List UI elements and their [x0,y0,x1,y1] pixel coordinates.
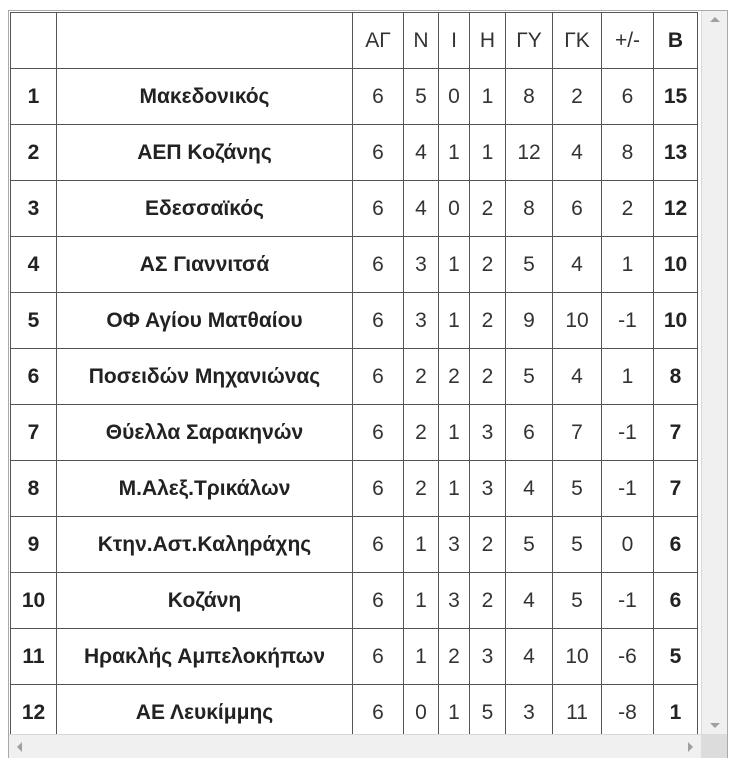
played-cell: 6 [353,349,404,405]
position-cell: 12 [11,685,57,735]
wins-cell: 5 [404,69,439,125]
played-cell: 6 [353,125,404,181]
goals-for-cell: 5 [506,349,553,405]
table-row [11,461,698,517]
goals-for-cell: 8 [506,181,553,237]
played-cell: 6 [353,685,404,735]
team-name-cell: ΑΣ Γιαννιτσά [57,237,353,293]
header-draws: Ι [439,13,470,69]
wins-cell: 0 [404,685,439,735]
draws-cell: 1 [439,461,470,517]
points-cell: 12 [654,181,698,237]
scroll-right-arrow-icon[interactable] [688,742,693,752]
losses-cell: 5 [470,685,506,735]
table-row [11,293,698,349]
points-cell: 15 [654,69,698,125]
goals-against-cell: 10 [553,629,602,685]
points-cell: 6 [654,517,698,573]
draws-cell: 1 [439,125,470,181]
losses-cell: 3 [470,629,506,685]
played-cell: 6 [353,293,404,349]
position-cell: 2 [11,125,57,181]
wins-cell: 1 [404,629,439,685]
played-cell: 6 [353,181,404,237]
wins-cell: 2 [404,405,439,461]
losses-cell: 2 [470,181,506,237]
goal-diff-cell: 1 [602,237,654,293]
header-team [57,13,353,69]
table-row [11,181,698,237]
points-cell: 1 [654,685,698,735]
draws-cell: 1 [439,237,470,293]
losses-cell: 3 [470,405,506,461]
position-cell: 6 [11,349,57,405]
position-cell: 4 [11,237,57,293]
team-name-cell: ΑΕ Λευκίμμης [57,685,353,735]
losses-cell: 2 [470,237,506,293]
draws-cell: 2 [439,349,470,405]
team-name-cell: ΟΦ Αγίου Ματθαίου [57,293,353,349]
header-losses: Η [470,13,506,69]
scrollbar-corner [701,734,727,758]
points-cell: 10 [654,237,698,293]
goals-for-cell: 6 [506,405,553,461]
header-pos [11,13,57,69]
table-row [11,573,698,629]
goals-for-cell: 5 [506,237,553,293]
draws-cell: 3 [439,573,470,629]
wins-cell: 2 [404,349,439,405]
wins-cell: 1 [404,517,439,573]
losses-cell: 3 [470,461,506,517]
goals-against-cell: 4 [553,125,602,181]
goal-diff-cell: -1 [602,573,654,629]
draws-cell: 0 [439,181,470,237]
goals-for-cell: 4 [506,573,553,629]
standings-frame [8,10,728,758]
goals-against-cell: 2 [553,69,602,125]
table-row [11,405,698,461]
position-cell: 1 [11,69,57,125]
team-name-cell: Ποσειδών Μηχανιώνας [57,349,353,405]
draws-cell: 1 [439,293,470,349]
played-cell: 6 [353,405,404,461]
header-goal-diff: +/- [602,13,654,69]
table-row [11,125,698,181]
goal-diff-cell: 6 [602,69,654,125]
team-name-cell: Μακεδονικός [57,69,353,125]
points-cell: 7 [654,461,698,517]
played-cell: 6 [353,69,404,125]
goal-diff-cell: 8 [602,125,654,181]
position-cell: 3 [11,181,57,237]
position-cell: 8 [11,461,57,517]
points-cell: 5 [654,629,698,685]
goals-against-cell: 4 [553,237,602,293]
wins-cell: 3 [404,293,439,349]
table-viewport [9,11,701,734]
wins-cell: 2 [404,461,439,517]
team-name-cell: Θύελλα Σαρακηνών [57,405,353,461]
played-cell: 6 [353,573,404,629]
goals-for-cell: 12 [506,125,553,181]
points-cell: 6 [654,573,698,629]
draws-cell: 1 [439,405,470,461]
draws-cell: 1 [439,685,470,735]
position-cell: 10 [11,573,57,629]
position-cell: 11 [11,629,57,685]
played-cell: 6 [353,237,404,293]
losses-cell: 1 [470,69,506,125]
position-cell: 5 [11,293,57,349]
header-goals-against: ΓΚ [553,13,602,69]
losses-cell: 2 [470,349,506,405]
goals-against-cell: 5 [553,461,602,517]
losses-cell: 2 [470,573,506,629]
table-row [11,349,698,405]
header-goals-for: ΓΥ [506,13,553,69]
goals-against-cell: 10 [553,293,602,349]
goals-for-cell: 4 [506,461,553,517]
goal-diff-cell: 0 [602,517,654,573]
vertical-scrollbar[interactable] [701,11,727,734]
team-name-cell: Ηρακλής Αμπελοκήπων [57,629,353,685]
played-cell: 6 [353,517,404,573]
scroll-up-arrow-icon[interactable] [710,17,720,22]
goal-diff-cell: 2 [602,181,654,237]
position-cell: 9 [11,517,57,573]
scroll-down-arrow-icon[interactable] [710,723,720,728]
wins-cell: 4 [404,125,439,181]
goals-for-cell: 8 [506,69,553,125]
team-name-cell: Εδεσσαϊκός [57,181,353,237]
goals-for-cell: 5 [506,517,553,573]
header-wins: Ν [404,13,439,69]
goals-against-cell: 4 [553,349,602,405]
table-row [11,685,698,735]
points-cell: 8 [654,349,698,405]
goal-diff-cell: -1 [602,293,654,349]
goal-diff-cell: -1 [602,405,654,461]
table-row [11,237,698,293]
table-row [11,629,698,685]
goal-diff-cell: -6 [602,629,654,685]
standings-table [10,12,698,734]
table-row [11,69,698,125]
goals-for-cell: 9 [506,293,553,349]
draws-cell: 3 [439,517,470,573]
losses-cell: 2 [470,517,506,573]
draws-cell: 2 [439,629,470,685]
header-points: Β [654,13,698,69]
header-played: ΑΓ [353,13,404,69]
losses-cell: 1 [470,125,506,181]
goals-against-cell: 7 [553,405,602,461]
team-name-cell: Κτην.Αστ.Καληράχης [57,517,353,573]
wins-cell: 1 [404,573,439,629]
goals-for-cell: 4 [506,629,553,685]
goals-against-cell: 5 [553,573,602,629]
team-name-cell: ΑΕΠ Κοζάνης [57,125,353,181]
played-cell: 6 [353,461,404,517]
goal-diff-cell: 1 [602,349,654,405]
header-row [11,13,698,69]
table-row [11,517,698,573]
points-cell: 13 [654,125,698,181]
points-cell: 10 [654,293,698,349]
wins-cell: 3 [404,237,439,293]
scroll-left-arrow-icon[interactable] [17,742,22,752]
points-cell: 7 [654,405,698,461]
team-name-cell: Μ.Αλεξ.Τρικάλων [57,461,353,517]
draws-cell: 0 [439,69,470,125]
goal-diff-cell: -8 [602,685,654,735]
horizontal-scrollbar[interactable] [9,734,701,758]
position-cell: 7 [11,405,57,461]
goal-diff-cell: -1 [602,461,654,517]
goals-against-cell: 6 [553,181,602,237]
goals-for-cell: 3 [506,685,553,735]
goals-against-cell: 5 [553,517,602,573]
team-name-cell: Κοζάνη [57,573,353,629]
played-cell: 6 [353,629,404,685]
wins-cell: 4 [404,181,439,237]
losses-cell: 2 [470,293,506,349]
goals-against-cell: 11 [553,685,602,735]
